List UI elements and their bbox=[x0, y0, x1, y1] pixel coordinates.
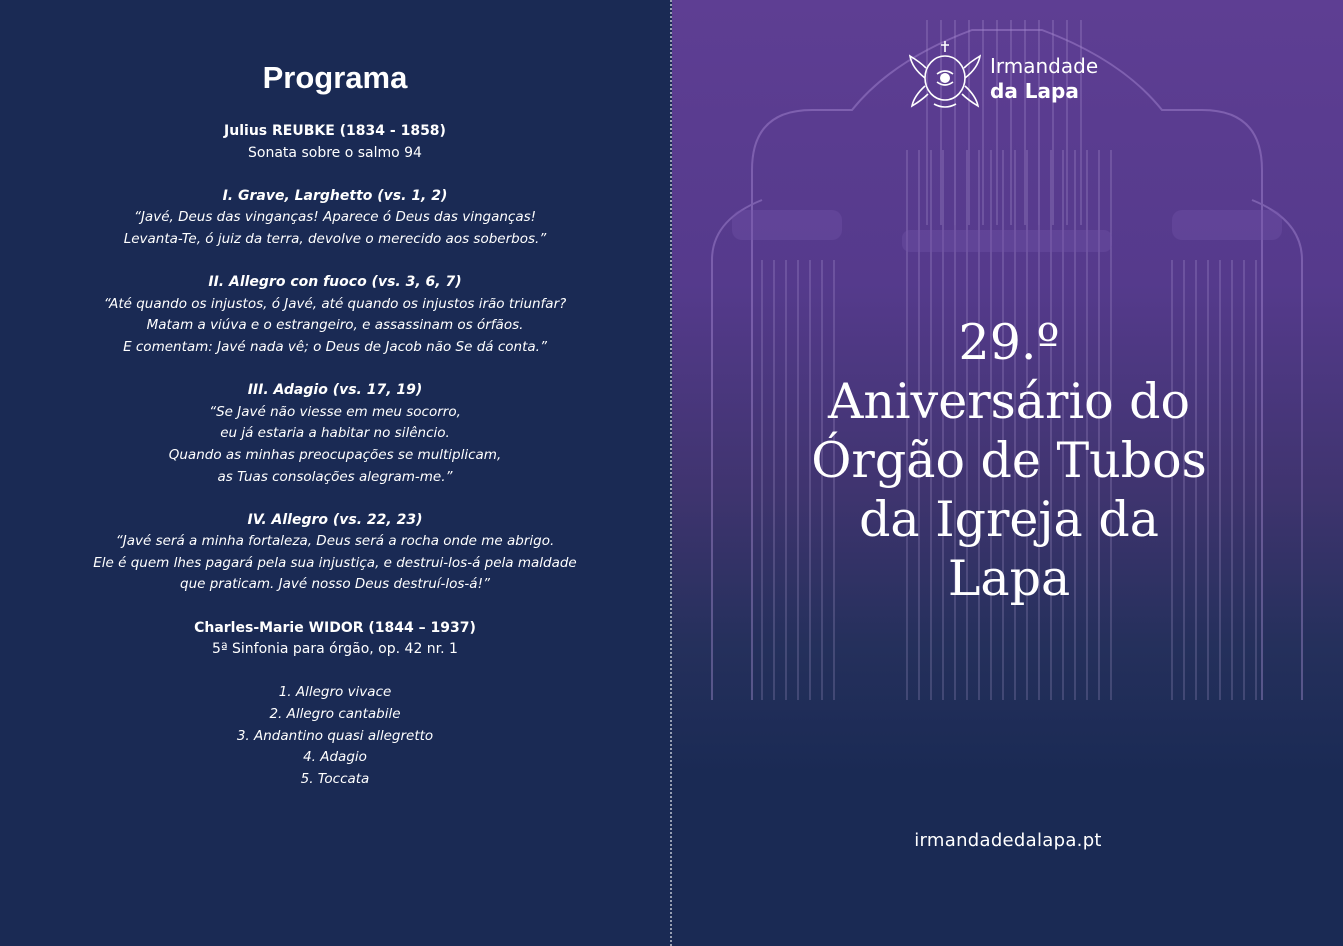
movement-title: I. Grave, Larghetto (vs. 1, 2) bbox=[222, 187, 448, 204]
program-text-line: “Javé será a minha fortaleza, Deus será a rocha onde me abrigo. bbox=[115, 533, 555, 550]
logo-line1: Irmandade bbox=[990, 54, 1099, 78]
brotherhood-crest-icon bbox=[906, 38, 984, 110]
program-page bbox=[0, 0, 670, 946]
program-list bbox=[0, 121, 670, 812]
program-text-line: eu já estaria a habitar no silêncio. bbox=[220, 425, 450, 442]
program-block bbox=[0, 682, 670, 790]
program-text-line: as Tuas consolações alegram-me.” bbox=[217, 468, 453, 485]
program-text-line: Matam a viúva e o estrangeiro, e assassinam os órfãos. bbox=[146, 317, 524, 334]
cover-headline bbox=[778, 313, 1240, 608]
composer-line: Charles-Marie WIDOR (1844 – 1937) bbox=[194, 619, 476, 636]
program-text-line: Quando as minhas preocupações se multiplicam, bbox=[168, 446, 502, 463]
logo bbox=[906, 38, 1116, 112]
program-block bbox=[0, 510, 670, 596]
program-block bbox=[0, 618, 670, 661]
program-text-line: 3. Andantino quasi allegretto bbox=[236, 727, 434, 744]
program-text-line: “Até quando os injustos, ó Javé, até quando os injustos irão triunfar? bbox=[103, 295, 567, 312]
program-text-line: 5ª Sinfonia para órgão, op. 42 nr. 1 bbox=[212, 641, 458, 658]
headline-line: 29.º bbox=[958, 314, 1060, 371]
composer-line: Julius REUBKE (1834 - 1858) bbox=[224, 123, 446, 139]
program-text-line: 4. Adagio bbox=[303, 749, 367, 766]
website-link[interactable]: irmandadedalapa.pt bbox=[914, 830, 1102, 851]
headline-line: Órgão de Tubos bbox=[811, 432, 1207, 489]
program-text-line: 1. Allegro vivace bbox=[278, 684, 392, 701]
program-text-line: 5. Toccata bbox=[300, 770, 370, 787]
program-text-line: 2. Allegro cantabile bbox=[269, 706, 401, 723]
program-title: Programa bbox=[262, 60, 408, 95]
program-block bbox=[0, 121, 670, 164]
program-text-line: “Se Javé não viesse em meu socorro, bbox=[209, 403, 461, 420]
program-block bbox=[0, 186, 670, 251]
program-block bbox=[0, 272, 670, 358]
program-text-line: Levanta-Te, ó juiz da terra, devolve o merecido aos soberbos.” bbox=[123, 230, 547, 247]
headline-line: Lapa bbox=[947, 550, 1071, 607]
program-text-line: “Javé, Deus das vinganças! Aparece ó Deus das vinganças! bbox=[133, 209, 537, 226]
program-text-line: Ele é quem lhes pagará pela sua injustiça, e destrui-los-á pela maldade bbox=[93, 554, 577, 571]
program-text-line: E comentam: Javé nada vê; o Deus de Jacob não Se dá conta.” bbox=[123, 338, 547, 355]
movement-title: IV. Allegro (vs. 22, 23) bbox=[247, 511, 423, 528]
program-text-line: Sonata sobre o salmo 94 bbox=[248, 144, 422, 161]
headline-line: da Igreja da bbox=[859, 491, 1159, 548]
logo-line2: da Lapa bbox=[990, 79, 1079, 103]
program-block bbox=[0, 380, 670, 488]
program-text-line: que praticam. Javé nosso Deus destruí-los-á!” bbox=[180, 576, 490, 593]
movement-title: II. Allegro con fuoco (vs. 3, 6, 7) bbox=[208, 274, 462, 291]
movement-title: III. Adagio (vs. 17, 19) bbox=[247, 382, 423, 399]
headline-line: Aniversário do bbox=[827, 373, 1191, 430]
